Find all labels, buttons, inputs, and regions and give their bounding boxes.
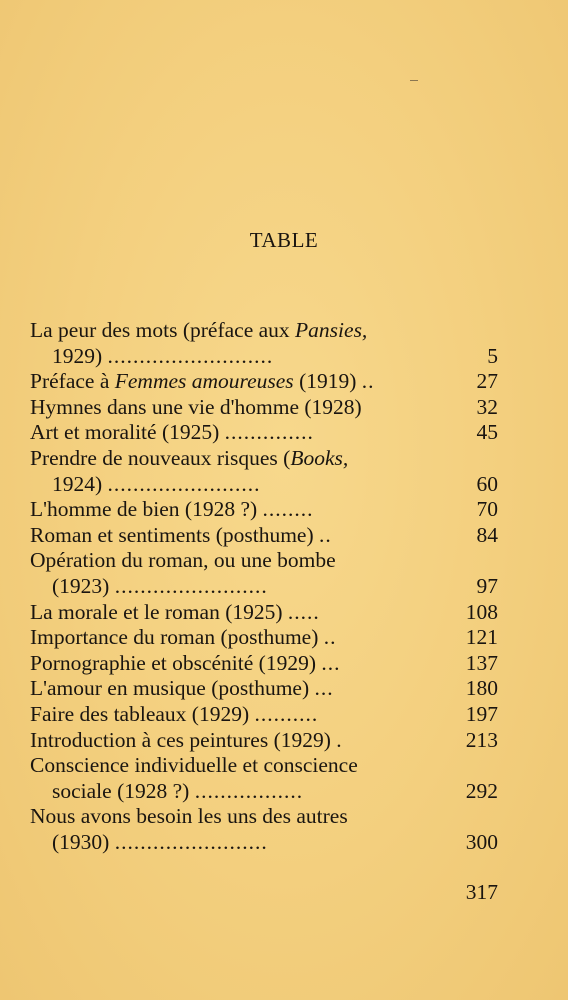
toc-entry xyxy=(30,318,498,369)
entry-title: La morale et le roman (1925) xyxy=(30,599,283,624)
entry-title-italic: Pansies, xyxy=(295,318,368,342)
toc-entry xyxy=(30,804,498,855)
entry-title-after: (1919) xyxy=(293,369,357,394)
print-mark xyxy=(410,80,418,81)
toc-entry xyxy=(30,420,498,446)
last-page-number: 317 xyxy=(465,880,498,904)
entry-title-continued: sociale (1928 ?) xyxy=(52,778,190,803)
entry-title-continued: 1924) xyxy=(52,471,103,496)
leader-dots: ................. xyxy=(194,778,304,803)
entry-title: Prendre de nouveaux risques ( xyxy=(30,445,291,470)
toc-entry xyxy=(30,625,498,651)
leader-dots: ........................ xyxy=(114,829,268,854)
entry-title: L'amour en musique (posthume) xyxy=(30,676,310,701)
leader-dots: ... xyxy=(314,676,334,701)
leader-dots: . xyxy=(336,727,343,752)
entry-title-italic: Femmes amoureuses xyxy=(114,369,294,394)
page-number: 60 xyxy=(476,471,498,496)
leader-dots: ... xyxy=(321,650,341,675)
entry-title: Faire des tableaux (1929) xyxy=(30,701,250,726)
toc-entry xyxy=(30,369,498,395)
leader-dots: ..... xyxy=(287,599,320,624)
leader-dots: .. xyxy=(323,625,337,650)
page-number: 213 xyxy=(465,727,498,752)
entry-title: Préface à xyxy=(30,369,115,394)
page-number: 5 xyxy=(487,343,498,368)
entry-title-italic: Books, xyxy=(290,445,349,470)
toc-entry xyxy=(30,600,498,626)
entry-title: Roman et sentiments (posthume) xyxy=(30,522,314,547)
page-title: TABLE xyxy=(249,228,319,252)
toc-entry xyxy=(30,395,498,421)
entry-title: Pornographie et obscénité (1929) xyxy=(30,650,316,675)
page-number: 27 xyxy=(476,369,498,394)
leader-dots: .......... xyxy=(254,701,319,726)
leader-dots: .......................... xyxy=(107,343,274,368)
page-number: 108 xyxy=(465,599,498,624)
page-number: 32 xyxy=(476,394,498,419)
leader-dots: ........ xyxy=(262,497,314,522)
leader-dots: .. xyxy=(319,522,332,547)
toc-entry xyxy=(30,548,498,599)
entry-title: Hymnes dans une vie d'homme (1928) xyxy=(30,394,362,419)
toc-entry xyxy=(30,676,498,702)
entry-title: Nous avons besoin les uns des autres xyxy=(30,804,348,829)
leader-dots: .. xyxy=(361,369,375,394)
page-number: 84 xyxy=(476,522,498,547)
page-number: 197 xyxy=(465,701,498,726)
page-number: 137 xyxy=(465,650,498,675)
page-number: 292 xyxy=(465,778,498,803)
leader-dots: ........................ xyxy=(107,471,261,496)
entry-title: Art et moralité (1925) xyxy=(30,420,220,445)
leader-dots: ........................ xyxy=(114,573,268,598)
page-number: 180 xyxy=(465,676,498,701)
toc-entry xyxy=(30,753,498,804)
entry-title-continued: 1929) xyxy=(52,343,103,368)
entry-title: Introduction à ces peintures (1929) xyxy=(30,727,331,752)
entry-title-continued: (1923) xyxy=(52,573,110,598)
toc-entry xyxy=(30,446,498,497)
entry-title: Opération du roman, ou une bombe xyxy=(30,548,336,573)
toc-entry xyxy=(30,728,498,754)
entry-title: L'homme de bien (1928 ?) xyxy=(30,497,258,522)
page-number: 70 xyxy=(476,497,498,522)
entry-title: Conscience individuelle et conscience xyxy=(30,753,358,778)
entry-title-continued: (1930) xyxy=(52,829,110,854)
toc-entry xyxy=(30,651,498,677)
toc-entry xyxy=(30,523,498,549)
toc-entry xyxy=(30,497,498,523)
toc-entry xyxy=(30,702,498,728)
page-number: 97 xyxy=(476,573,498,598)
page-number: 300 xyxy=(465,829,498,854)
table-of-contents xyxy=(30,318,498,855)
entry-title: La peur des mots (préface aux xyxy=(30,318,296,342)
page-number: 45 xyxy=(476,420,498,445)
page-number: 121 xyxy=(465,625,498,650)
entry-title: Importance du roman (posthume) xyxy=(30,625,319,650)
leader-dots: .............. xyxy=(224,420,314,445)
